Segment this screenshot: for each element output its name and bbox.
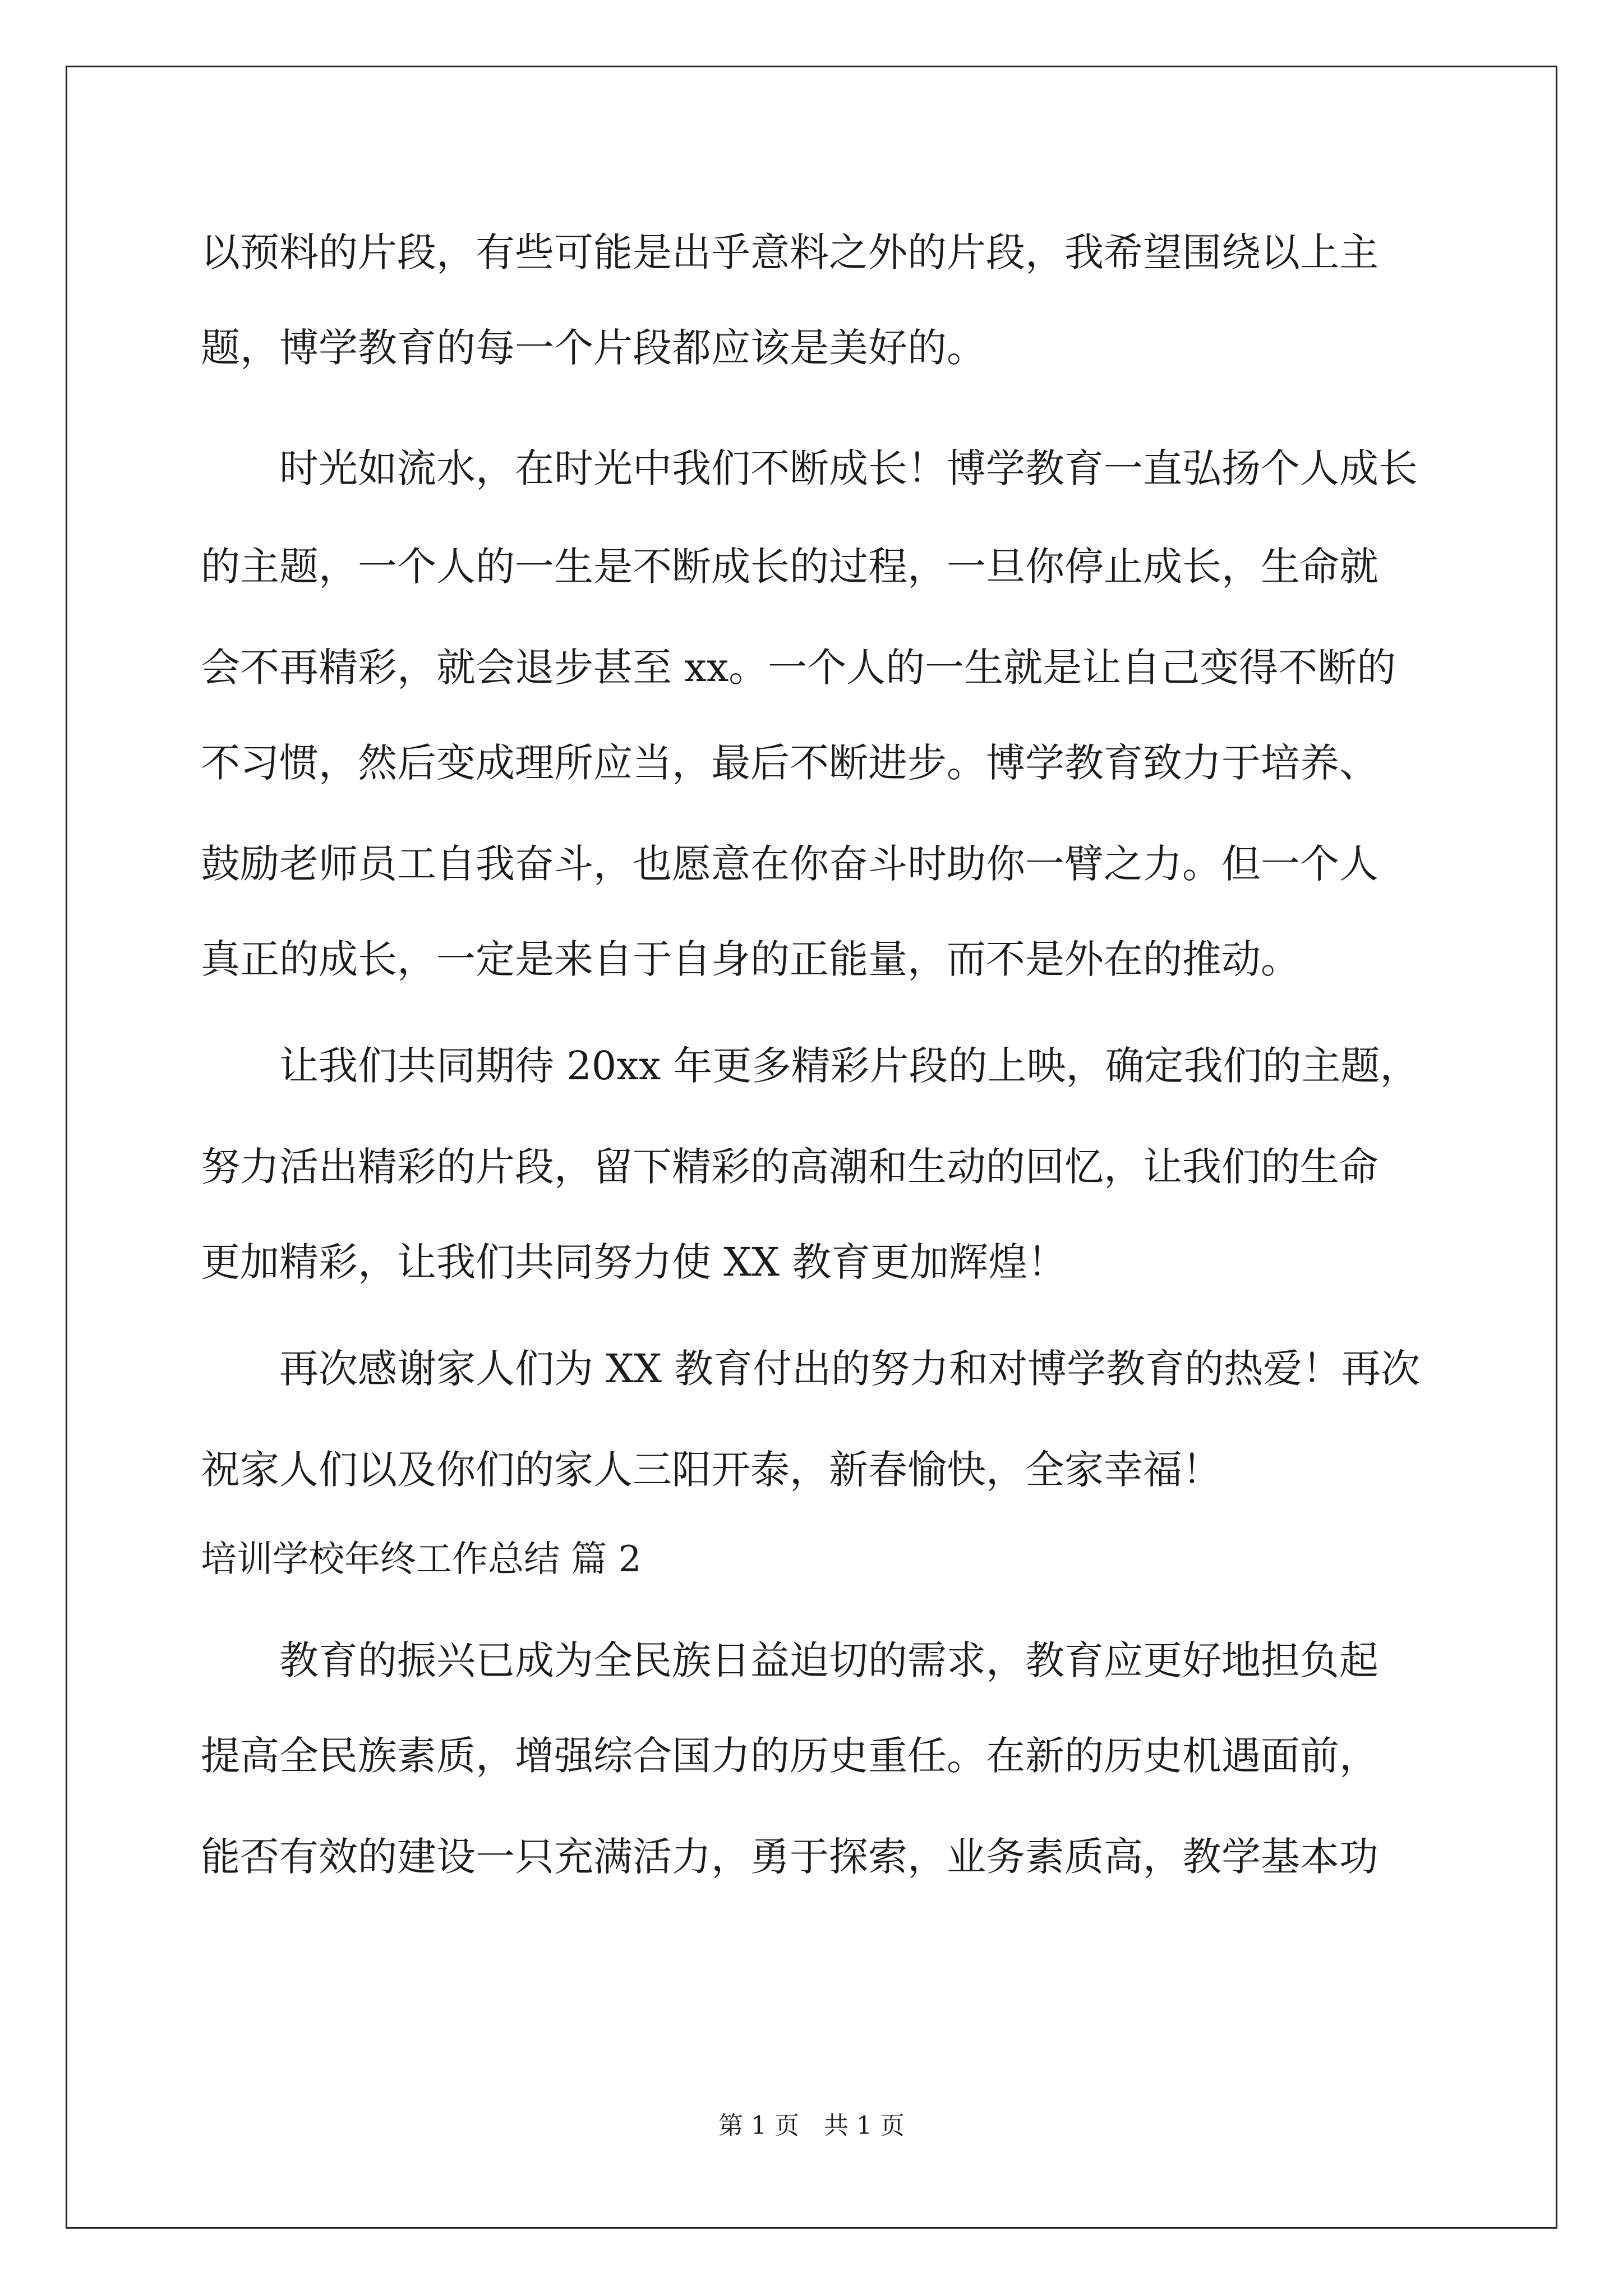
paragraph-line: 提高全民族素质，增强综合国力的历史重任。在新的历史机遇面前，	[201, 1733, 1378, 1779]
paragraph-line: 会不再精彩，就会退步甚至 xx。一个人的一生就是让自己变得不断的	[201, 645, 1396, 691]
paragraph-line: 能否有效的建设一只充满活力，勇于探索，业务素质高，教学基本功	[201, 1834, 1378, 1880]
paragraph-line: 题，博学教育的每一个片段都应该是美好的。	[201, 325, 986, 371]
paragraph-line: 让我们共同期待 20xx 年更多精彩片段的上映，确定我们的主题，	[279, 1043, 1419, 1089]
paragraph-line: 的主题，一个人的一生是不断成长的过程，一旦你停止成长，生命就	[201, 544, 1378, 590]
paragraph-line: 真正的成长，一定是来自于自身的正能量，而不是外在的推动。	[201, 936, 1300, 982]
paragraph-line: 更加精彩，让我们共同努力使 XX 教育更加辉煌！	[201, 1239, 1067, 1285]
paragraph-line: 鼓励老师员工自我奋斗，也愿意在你奋斗时助你一臂之力。但一个人	[201, 841, 1378, 887]
paragraph-line: 努力活出精彩的片段，留下精彩的高潮和生动的回忆，让我们的生命	[201, 1144, 1378, 1190]
paragraph-line: 再次感谢家人们为 XX 教育付出的努力和对博学教育的热爱！再次	[279, 1346, 1421, 1392]
paragraph-line: 教育的振兴已成为全民族日益迫切的需求，教育应更好地担负起	[279, 1637, 1378, 1683]
page-number-footer: 第 1 页 共 1 页	[718, 2111, 905, 2140]
paragraph-line: 以预料的片段，有些可能是出乎意料之外的片段，我希望围绕以上主	[201, 229, 1378, 275]
paragraph-line: 不习惯，然后变成理所应当，最后不断进步。博学教育致力于培养、	[201, 740, 1378, 786]
section-heading: 培训学校年终工作总结 篇 2	[201, 1539, 642, 1580]
paragraph-line: 时光如流水，在时光中我们不断成长！博学教育一直弘扬个人成长	[279, 445, 1418, 491]
paragraph-line: 祝家人们以及你们的家人三阳开泰，新春愉快，全家幸福！	[201, 1447, 1221, 1493]
